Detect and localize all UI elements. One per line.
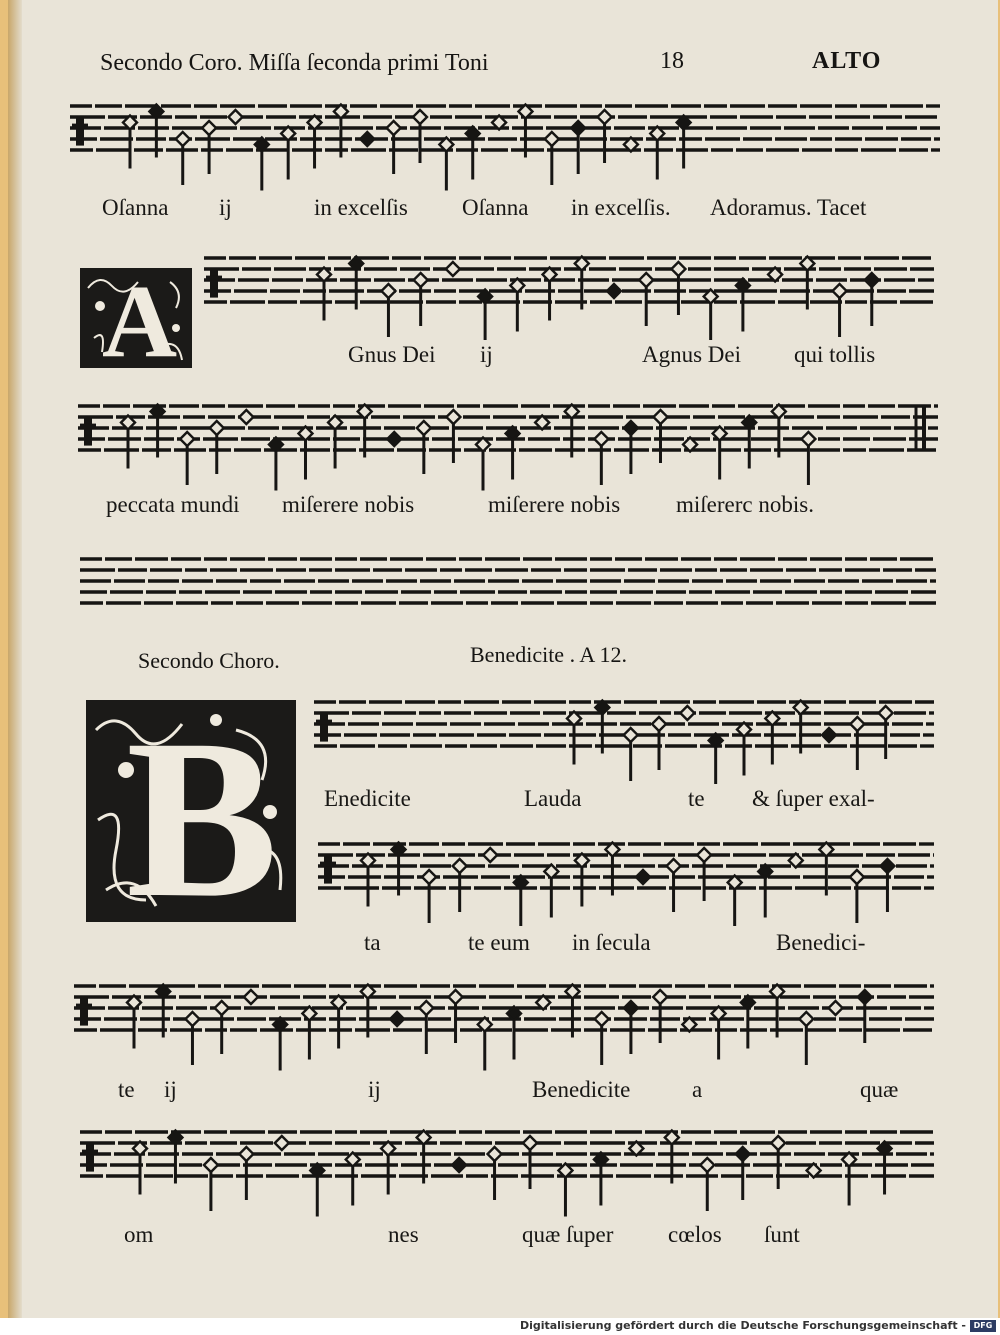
music-note [709, 734, 723, 785]
music-note [390, 1012, 404, 1026]
music-note [488, 1147, 502, 1200]
music-note [741, 996, 755, 1049]
music-note [452, 1158, 466, 1172]
music-note [543, 268, 557, 321]
music-note [310, 1164, 324, 1217]
music-note [880, 859, 894, 912]
music-note [180, 432, 194, 485]
music-note [255, 138, 269, 191]
music-note [299, 427, 313, 480]
music-note [360, 132, 374, 146]
music-note [281, 127, 295, 180]
music-staff-8 [80, 1118, 934, 1218]
music-note [422, 870, 436, 923]
music-note [476, 438, 490, 491]
music-note [478, 1018, 492, 1071]
music-note [204, 1158, 218, 1211]
music-staff-1 [70, 92, 940, 192]
lyric-word: miſererc nobis. [676, 492, 814, 517]
music-note [858, 990, 872, 1043]
music-note [697, 848, 711, 901]
music-note [269, 438, 283, 491]
lyric-word: a [692, 1077, 703, 1102]
music-note [680, 706, 694, 720]
lyric-word: te [688, 786, 705, 811]
music-note [239, 410, 253, 424]
lyric-word: Oſanna [102, 195, 169, 220]
music-note [728, 876, 742, 927]
music-note [545, 132, 559, 185]
music-note [544, 865, 558, 918]
music-note [478, 290, 492, 341]
music-note [771, 1136, 785, 1189]
lyric-word: Agnus Dei [642, 342, 742, 367]
lyrics-line-osanna [102, 195, 932, 229]
lyric-word: ij [219, 195, 232, 220]
music-note [865, 273, 879, 326]
music-note [361, 854, 375, 907]
lyric-word: miſerere nobis [488, 492, 621, 517]
music-note [523, 1136, 537, 1189]
lyric-word: quæ ſuper [522, 1222, 614, 1247]
lyric-word: Benedicite [532, 1077, 631, 1102]
music-note [879, 706, 893, 759]
music-note [671, 262, 685, 315]
music-note [414, 273, 428, 326]
music-note [650, 127, 664, 180]
lyric-word: te eum [468, 930, 530, 955]
music-staff-2 [204, 244, 934, 340]
music-note [332, 996, 346, 1049]
lyric-word: ta [364, 930, 381, 955]
lyrics-line-peccata [106, 492, 906, 526]
page-edge [8, 0, 22, 1318]
music-note [387, 432, 401, 446]
lyric-word: ij [368, 1077, 381, 1102]
lyric-word: Lauda [524, 786, 582, 811]
music-note [736, 279, 750, 332]
music-note [239, 1147, 253, 1200]
music-note [829, 1001, 843, 1015]
music-note [833, 284, 847, 337]
page-number: 18 [660, 48, 684, 74]
music-note [595, 1012, 609, 1065]
music-note [704, 290, 718, 341]
lyric-word: qui tollis [794, 342, 876, 367]
music-note [677, 116, 691, 169]
music-note [210, 421, 224, 474]
music-note [273, 1018, 287, 1071]
empty-staff [80, 545, 936, 635]
music-note [346, 1153, 360, 1206]
initial-letter: B [126, 700, 279, 922]
music-note [758, 865, 772, 918]
music-note [636, 870, 650, 884]
lyric-word: ſunt [764, 1222, 800, 1247]
lyrics-line-benedicite-2 [364, 930, 924, 964]
music-note [381, 1142, 395, 1195]
music-note [624, 421, 638, 474]
music-note [453, 859, 467, 912]
music-note [558, 1164, 572, 1217]
music-note [308, 116, 322, 169]
music-note [567, 712, 581, 765]
funding-credit: Digitalisierung gefördert durch die Deutsche Forschungsgemeinschaft - [519, 1319, 966, 1332]
music-note [507, 1007, 521, 1060]
music-note [571, 121, 585, 174]
music-note [381, 284, 395, 337]
lyric-word: Enedicite [324, 786, 411, 811]
music-note [736, 1147, 750, 1200]
music-note [244, 990, 258, 1004]
music-note [446, 410, 460, 463]
music-note [765, 712, 779, 765]
document-page [8, 0, 998, 1318]
page-header [100, 50, 998, 86]
lyric-word: in excelſis [314, 195, 408, 220]
music-note [419, 1001, 433, 1054]
music-note [123, 116, 137, 169]
lyric-word: cœlos [668, 1222, 722, 1247]
music-note [449, 990, 463, 1043]
music-note [121, 416, 135, 469]
voice-part: ALTO [812, 48, 882, 74]
music-note [302, 1007, 316, 1060]
decorated-initial-b [86, 700, 296, 922]
music-staff-6 [318, 830, 934, 926]
music-note [799, 1012, 813, 1065]
running-title: Secondo Coro. Miſſa ſeconda primi Toni [100, 50, 489, 76]
lyric-word: peccata mundi [106, 492, 240, 517]
music-note [417, 421, 431, 474]
lyric-word: in excelſis. [571, 195, 671, 220]
music-note [133, 1142, 147, 1195]
choir-label: Secondo Choro. [138, 648, 280, 673]
music-note [483, 848, 497, 862]
lyric-word: Gnus Dei [348, 342, 436, 367]
music-note [607, 284, 621, 298]
music-note [514, 876, 528, 927]
music-note [712, 1007, 726, 1060]
music-note [575, 854, 589, 907]
music-note [176, 132, 190, 185]
music-note [594, 432, 608, 485]
music-note [228, 110, 242, 124]
music-note [652, 717, 666, 770]
lyric-word: te [118, 1077, 135, 1102]
music-note [713, 427, 727, 480]
music-note [328, 416, 342, 469]
music-note [624, 728, 638, 781]
music-note [737, 723, 751, 776]
music-note [850, 870, 864, 923]
music-note [654, 410, 668, 463]
music-note [446, 262, 460, 276]
lyric-word: Adoramus. Tacet [710, 195, 867, 220]
music-note [202, 121, 216, 174]
music-note [850, 717, 864, 770]
music-staff-5 [314, 688, 934, 784]
lyric-word: ij [480, 342, 493, 367]
music-note [387, 121, 401, 174]
lyric-word: nes [388, 1222, 419, 1247]
lyrics-line-benedicite-3 [118, 1077, 918, 1111]
music-note [842, 1153, 856, 1206]
lyric-word: om [124, 1222, 154, 1247]
lyric-word: Benedici- [776, 930, 866, 955]
lyric-word: quæ [860, 1077, 899, 1102]
music-staff-7 [74, 972, 934, 1072]
lyric-word: miſerere nobis [282, 492, 415, 517]
dfg-logo: DFG [970, 1320, 996, 1332]
music-note [667, 859, 681, 912]
lyrics-line-benedicite-1 [324, 786, 914, 820]
lyric-word: & ſuper exal- [752, 786, 875, 811]
music-note [878, 1142, 892, 1195]
music-staff-3 [78, 392, 938, 492]
music-note [598, 110, 612, 163]
lyrics-line-benedicite-4 [124, 1222, 884, 1256]
music-note [466, 127, 480, 180]
music-note [317, 268, 331, 321]
lyric-word: in ſecula [572, 930, 651, 955]
lyric-word: ij [164, 1077, 177, 1102]
music-note [742, 416, 756, 469]
music-note [275, 1136, 289, 1150]
lyric-word: Oſanna [462, 195, 529, 220]
music-note [127, 996, 141, 1049]
music-note [185, 1012, 199, 1065]
music-note [439, 138, 453, 191]
music-note [506, 427, 520, 480]
music-note [215, 1001, 229, 1054]
music-note [801, 432, 815, 485]
digitization-footer [0, 1318, 1000, 1335]
lyrics-line-agnus [348, 342, 908, 376]
music-note [653, 990, 667, 1043]
music-note [594, 1153, 608, 1206]
music-note [700, 1158, 714, 1211]
piece-title: Benedicite . A 12. [470, 642, 628, 667]
music-note [624, 1001, 638, 1054]
music-note [639, 273, 653, 326]
music-note [413, 110, 427, 163]
music-note [510, 279, 524, 332]
decorated-initial-a [80, 268, 192, 368]
initial-letter: A [102, 268, 178, 368]
music-note [822, 728, 836, 742]
